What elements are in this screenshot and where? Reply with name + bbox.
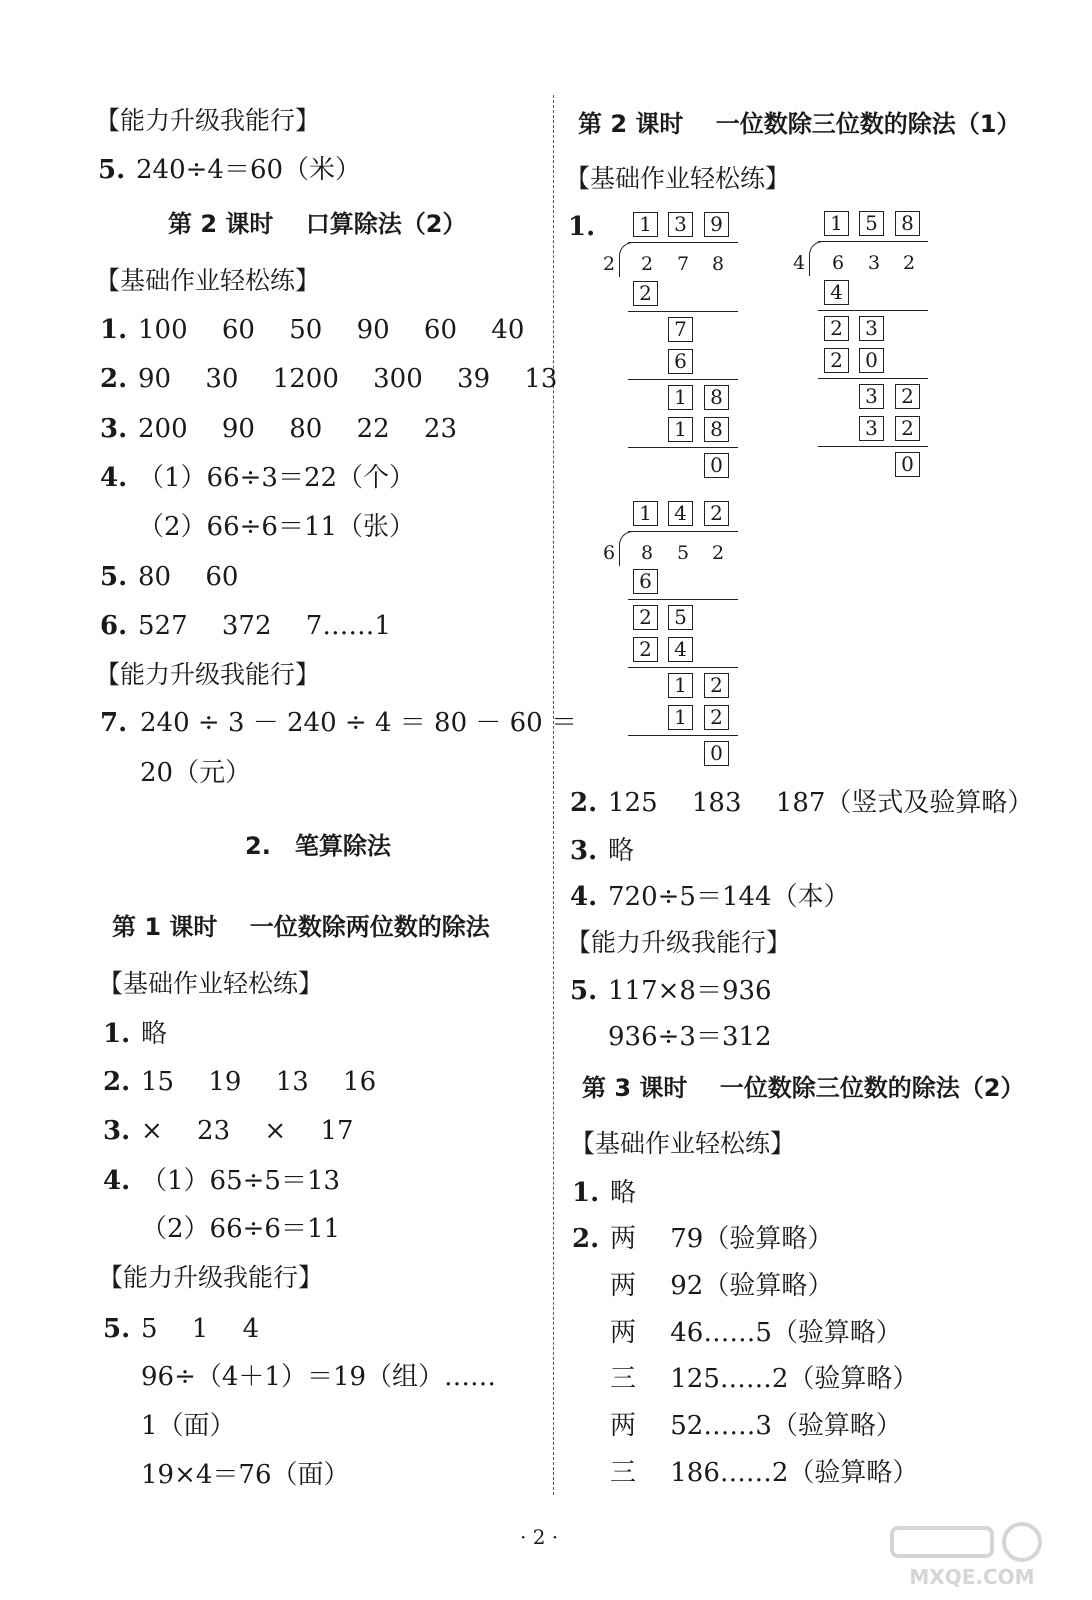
item-number: 3. xyxy=(570,836,598,866)
page-number: · 2 · xyxy=(520,1525,559,1549)
divisor: 2 xyxy=(603,253,616,275)
division-bracket xyxy=(619,242,634,277)
lesson-title: 第 2 课时 一位数除三位数的除法（1） xyxy=(578,110,1021,138)
answer-text: 720÷5＝144（本） xyxy=(608,882,850,912)
step-digit: 1 xyxy=(668,417,693,442)
step-digit: 4 xyxy=(824,280,849,305)
dividend-digit: 6 xyxy=(832,252,845,274)
answer-text: 19×4＝76（面） xyxy=(141,1460,350,1490)
column-divider xyxy=(553,95,554,1495)
chapter-title: 2. 笔算除法 xyxy=(245,832,391,860)
division-bar xyxy=(628,242,738,243)
step-digit: 2 xyxy=(704,705,729,730)
quotient-digit: 1 xyxy=(633,212,658,237)
answer-text: 略 xyxy=(610,1178,637,1208)
answer-text: 15 19 13 16 xyxy=(141,1067,377,1097)
watermark-logo xyxy=(872,1520,1072,1590)
step-line xyxy=(818,378,928,379)
dividend-digit: 8 xyxy=(712,253,725,275)
item-number: 5. xyxy=(103,1314,131,1344)
answer-text: 三 125……2（验算略） xyxy=(610,1364,919,1394)
item-number: 2. xyxy=(570,788,598,818)
division-bracket xyxy=(809,241,824,276)
step-digit: 2 xyxy=(824,316,849,341)
section-heading: 【基础作业轻松练】 xyxy=(98,969,324,998)
answer-text: 20（元） xyxy=(140,758,252,788)
step-digit: 6 xyxy=(668,349,693,374)
answer-text: 两 46……5（验算略） xyxy=(610,1318,902,1348)
dividend-digit: 2 xyxy=(641,253,654,275)
answer-text: 527 372 7……1 xyxy=(138,611,391,641)
section-heading: 【能力升级我能行】 xyxy=(566,928,792,957)
answer-text: × 23 × 17 xyxy=(141,1116,354,1146)
answer-text: 80 60 xyxy=(138,562,239,592)
division-bar xyxy=(818,241,928,242)
item-number: 4. xyxy=(100,463,128,493)
answer-text: 1（面） xyxy=(141,1411,236,1441)
dividend-digit: 5 xyxy=(677,542,690,564)
quotient-digit: 4 xyxy=(668,501,693,526)
quotient-digit: 8 xyxy=(895,211,920,236)
step-digit: 2 xyxy=(704,673,729,698)
answer-text: 90 30 1200 300 39 13 xyxy=(138,364,558,394)
answer-text: 略 xyxy=(141,1019,168,1049)
answer-text: （2）66÷6＝11 xyxy=(141,1214,341,1244)
item-number: 4. xyxy=(103,1166,131,1196)
section-heading: 【能力升级我能行】 xyxy=(98,1263,324,1292)
quotient-digit: 3 xyxy=(668,212,693,237)
remainder-digit: 0 xyxy=(704,453,729,478)
item-number: 1. xyxy=(568,212,596,242)
step-line xyxy=(628,735,738,736)
section-heading: 【基础作业轻松练】 xyxy=(565,164,791,193)
quotient-digit: 2 xyxy=(704,501,729,526)
step-digit: 2 xyxy=(633,281,658,306)
answer-text: 200 90 80 22 23 xyxy=(138,414,458,444)
step-line xyxy=(628,667,738,668)
step-line xyxy=(818,446,928,447)
item-number: 3. xyxy=(103,1116,131,1146)
item-number: 5. xyxy=(100,562,128,592)
dividend-digit: 7 xyxy=(677,253,690,275)
step-digit: 2 xyxy=(633,605,658,630)
step-line xyxy=(628,447,738,448)
watermark-text: MXQE.COM xyxy=(909,1565,1035,1589)
step-digit: 4 xyxy=(668,637,693,662)
dividend-digit: 2 xyxy=(903,252,916,274)
dividend-digit: 3 xyxy=(868,252,881,274)
dividend-digit: 8 xyxy=(641,542,654,564)
division-bar xyxy=(628,531,738,532)
item-number: 1. xyxy=(572,1178,600,1208)
step-digit: 5 xyxy=(668,605,693,630)
item-number: 5. xyxy=(570,976,598,1006)
answer-text: 96÷（4＋1）＝19（组）…… xyxy=(141,1362,497,1392)
item-number: 1. xyxy=(100,315,128,345)
item-number: 2. xyxy=(100,364,128,394)
answer-text: 三 186……2（验算略） xyxy=(610,1458,919,1488)
division-bracket xyxy=(619,531,634,566)
answer-text: 125 183 187（竖式及验算略） xyxy=(608,788,1034,818)
step-digit: 3 xyxy=(859,316,884,341)
remainder-digit: 0 xyxy=(895,452,920,477)
item-number: 2. xyxy=(103,1067,131,1097)
lesson-title: 第 2 课时 口算除法（2） xyxy=(168,210,467,238)
answer-text: 略 xyxy=(608,836,635,866)
section-heading: 【基础作业轻松练】 xyxy=(95,266,321,295)
answer-text: （2）66÷6＝11（张） xyxy=(138,512,416,542)
answer-text: 两 79（验算略） xyxy=(610,1224,834,1254)
step-digit: 3 xyxy=(859,416,884,441)
answer-text: 两 92（验算略） xyxy=(610,1271,834,1301)
lesson-title: 第 1 课时 一位数除两位数的除法 xyxy=(112,913,490,941)
section-heading: 【能力升级我能行】 xyxy=(95,660,321,689)
step-digit: 0 xyxy=(859,348,884,373)
section-heading: 【能力升级我能行】 xyxy=(95,106,321,135)
item-number: 1. xyxy=(103,1019,131,1049)
step-line xyxy=(628,311,738,312)
step-digit: 8 xyxy=(704,385,729,410)
divisor: 6 xyxy=(603,542,616,564)
lesson-title: 第 3 课时 一位数除三位数的除法（2） xyxy=(582,1074,1025,1102)
section-heading: 【基础作业轻松练】 xyxy=(570,1129,796,1158)
quotient-digit: 9 xyxy=(704,212,729,237)
step-digit: 1 xyxy=(668,673,693,698)
item-number: 4. xyxy=(570,882,598,912)
quotient-digit: 1 xyxy=(824,211,849,236)
step-line xyxy=(628,599,738,600)
item-number: 7. xyxy=(100,708,128,738)
item-number: 6. xyxy=(100,611,128,641)
answer-text: 100 60 50 90 60 40 xyxy=(138,315,525,345)
answer-text: （1）65÷5＝13 xyxy=(141,1166,341,1196)
item-number: 3. xyxy=(100,414,128,444)
step-digit: 1 xyxy=(668,385,693,410)
answer-text: 5 1 4 xyxy=(141,1314,260,1344)
step-digit: 6 xyxy=(633,569,658,594)
answer-text: 117×8＝936 xyxy=(608,976,772,1006)
dividend-digit: 2 xyxy=(712,542,725,564)
step-digit: 2 xyxy=(824,348,849,373)
step-digit: 2 xyxy=(895,384,920,409)
step-line xyxy=(628,379,738,380)
step-digit: 7 xyxy=(668,317,693,342)
answer-text: 240 ÷ 3 － 240 ÷ 4 ＝ 80 － 60 ＝ xyxy=(140,708,577,738)
step-line xyxy=(818,310,928,311)
step-digit: 3 xyxy=(859,384,884,409)
quotient-digit: 1 xyxy=(633,501,658,526)
answer-text: （1）66÷3＝22（个） xyxy=(138,463,416,493)
answer-text: 两 52……3（验算略） xyxy=(610,1411,902,1441)
item-number: 5. xyxy=(98,155,126,185)
remainder-digit: 0 xyxy=(704,741,729,766)
step-digit: 8 xyxy=(704,417,729,442)
step-digit: 2 xyxy=(895,416,920,441)
item-number: 2. xyxy=(572,1224,600,1254)
divisor: 4 xyxy=(793,252,806,274)
quotient-digit: 5 xyxy=(859,211,884,236)
answer-text: 936÷3＝312 xyxy=(608,1022,772,1052)
step-digit: 1 xyxy=(668,705,693,730)
answer-text: 240÷4＝60（米） xyxy=(136,155,362,185)
step-digit: 2 xyxy=(633,637,658,662)
